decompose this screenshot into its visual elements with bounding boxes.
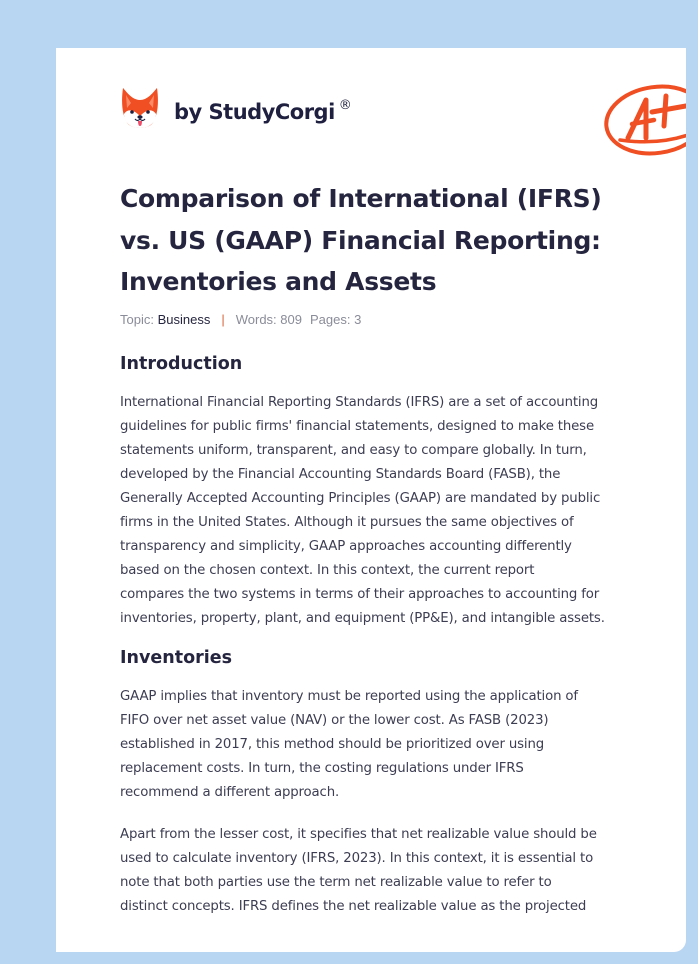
brand-name: by StudyCorgi ® xyxy=(174,98,352,124)
text-line: inventories, property, plant, and equipment (PP&E), and intangible assets. xyxy=(120,611,605,626)
title-line: Inventories and Assets xyxy=(120,267,437,296)
article-meta xyxy=(120,312,361,327)
title-line: vs. US (GAAP) Financial Reporting: xyxy=(120,225,601,255)
text-line: replacement costs. In turn, the costing regulations under IFRS xyxy=(120,761,524,776)
text-line: used to calculate inventory (IFRS, 2023). In this context, it is essential to xyxy=(120,851,594,866)
word-count: Words: 809 xyxy=(235,312,302,327)
text-line: note that both parties use the term net realizable value to refer to xyxy=(120,875,552,890)
text-line: compares the two systems in terms of their approaches to accounting for xyxy=(120,587,600,602)
text-line: Generally Accepted Accounting Principles (GAAP) are mandated by public xyxy=(120,491,601,506)
registered-mark: ® xyxy=(338,98,352,113)
section-heading-inventories: Inventories xyxy=(120,648,233,668)
a-plus-grade-icon xyxy=(602,82,686,162)
text-line: GAAP implies that inventory must be reported using the application of xyxy=(120,689,578,704)
studycorgi-logo[interactable] xyxy=(120,78,351,138)
topic-label: Topic: xyxy=(120,312,154,327)
text-line: established in 2017, this method should be prioritized over using xyxy=(120,737,545,752)
title-line: Comparison of International (IFRS) xyxy=(120,184,602,213)
text-line: based on the chosen context. In this context, the current report xyxy=(120,563,535,578)
corgi-icon xyxy=(120,86,160,130)
text-line: guidelines for public firms' financial statements, designed to make these xyxy=(120,419,594,434)
header xyxy=(120,74,650,154)
text-line: firms in the United States. Although it pursues the same objectives of xyxy=(120,515,574,530)
text-line: FIFO over net asset value (NAV) or the lower cost. As FASB (2023) xyxy=(120,713,549,728)
section-heading-introduction: Introduction xyxy=(120,354,243,374)
article-title xyxy=(120,178,640,303)
text-line: Apart from the lesser cost, it specifies that net realizable value should be xyxy=(120,827,597,842)
text-line: developed by the Financial Accounting Standards Board (FASB), the xyxy=(120,467,561,482)
topic-link[interactable]: Business xyxy=(157,312,211,327)
meta-separator: | xyxy=(221,312,225,327)
text-line: transparency and simplicity, GAAP approaches accounting differently xyxy=(120,539,572,554)
paragraph-inventories-2 xyxy=(120,823,636,919)
paragraph-inventories-1 xyxy=(120,685,636,805)
text-line: recommend a different approach. xyxy=(120,785,340,800)
text-line: International Financial Reporting Standards (IFRS) are a set of accounting xyxy=(120,395,599,410)
text-line: distinct concepts. IFRS defines the net realizable value as the projected xyxy=(120,899,587,914)
text-line: statements uniform, transparent, and easy to compare globally. In turn, xyxy=(120,443,587,458)
document-card xyxy=(56,48,686,952)
paragraph-introduction xyxy=(120,391,636,631)
page-count: Pages: 3 xyxy=(309,312,362,327)
